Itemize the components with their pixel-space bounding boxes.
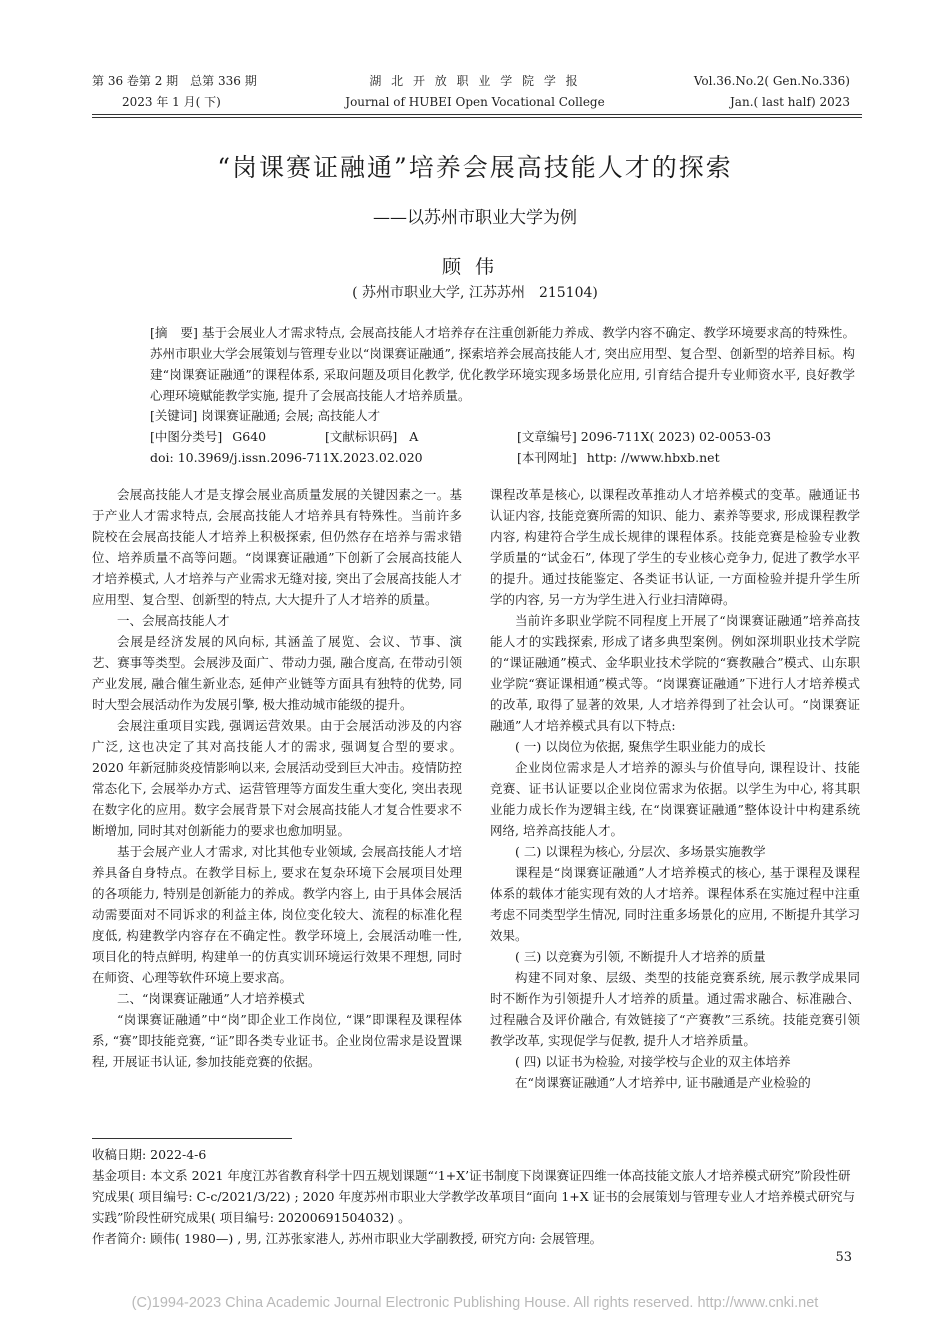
body-column-left — [92, 484, 462, 1072]
issue-date-english: Jan.( last half) 2023 — [730, 95, 850, 109]
website-label: [本刊网址] — [517, 450, 577, 465]
footnote-rule — [92, 1138, 292, 1139]
journal-issue-info-english — [590, 71, 850, 113]
paragraph: 在“岗课赛证融通”人才培养中, 证书融通是产业检验的 — [515, 1075, 811, 1090]
paragraph: 企业岗位需求是人才培养的源头与价值导向, 课程设计、技能竞赛、证书认证要以企业岗位需求为依据。以学生为中心, 将其职业能力成长作为逻辑主线, 在“岗课赛证融通”整体设计中构建系统网络, 培养高技能人才。 — [490, 760, 860, 838]
section-heading: 二、“岗课赛证融通”人才培养模式 — [117, 991, 305, 1006]
article-number-label: [文章编号] — [517, 429, 577, 444]
journal-name-english: Journal of HUBEI Open Vocational College — [345, 95, 605, 109]
article-number — [517, 426, 771, 447]
article-number-value: 2096-711X( 2023) 02-0053-03 — [580, 429, 772, 444]
paragraph: 会展是经济发展的风向标, 其涵盖了展览、会议、节事、演艺、赛事等类型。会展涉及面广、带动力强, 融合度高, 在带动引领产业发展, 融合催生新业态, 延伸产业链等方面具有独特的优势, 同时大型会展活动作为发展引擎, 极大推动城市能级的提升。 — [92, 634, 462, 712]
document-code-value: A — [409, 429, 419, 444]
issue-date: 2023 年 1 月( 下) — [122, 95, 221, 109]
clc-number — [150, 426, 266, 447]
document-code-label: [文献标识码] — [325, 429, 398, 444]
article-title: “岗课赛证融通”培养会展高技能人才的探索 — [217, 153, 733, 182]
fund-info: 基金项目: 本文系 2021 年度江苏省教育科学十四五规划课题“‘1+X’证书制度下岗课赛证四维一体高技能文旅人才培养模式研究”阶段性研究成果( 项目编号: C-c/2021/3/22) ; 2020 年度苏州市职业大学教学改革项目“面向 1+X 证书的会展策划与管理专业人才培养模式研究与实践”阶段性研究成果( 项目编号: 20200691504032) 。 — [92, 1168, 856, 1225]
paragraph: “岗课赛证融通”中“岗”即企业工作岗位, “课”即课程及课程体系, “赛”即技能竞赛, “证”即各类专业证书。企业岗位需求是设置课程, 开展证书认证, 参加技能竞赛的依据。 — [92, 1012, 462, 1069]
header-rule-thin — [92, 117, 862, 118]
paragraph: 当前许多职业学院不同程度上开展了“岗课赛证融通”培养高技能人才的实践探索, 形成了诸多典型案例。例如深圳职业技术学院的“课证融通”模式、金华职业技术学院的“赛教融合”模式、山东职业学院“赛证课相通”模式等。“岗课赛证融通”下进行人才培养模式的改革, 取得了显著的效果, 人才培养得到了社会认可。“岗课赛证融通”人才培养模式具有以下特点: — [490, 613, 860, 733]
keywords-text: 岗课赛证融通; 会展; 高技能人才 — [201, 408, 381, 423]
clc-value: G640 — [232, 429, 267, 444]
doi: doi: 10.3969/j.issn.2096-711X.2023.02.020 — [150, 450, 423, 465]
issue-volume-english: Vol.36.No.2( Gen.No.336) — [693, 74, 850, 88]
received-date: 收稿日期: 2022-4-6 — [92, 1147, 207, 1162]
footnotes — [92, 1144, 862, 1249]
author-affiliation: ( 苏州市职业大学, 江苏苏州 215104) — [352, 285, 598, 301]
paragraph: 会展高技能人才是支撑会展业高质量发展的关键因素之一。基于产业人才需求特点, 会展高技能人才培养具有特殊性。当前许多院校在会展高技能人才培养上积极探索, 但仍然存在培养与需求错位、培养质量不高等问题。“岗课赛证融通”下创新了会展高技能人才培养模式, 人才培养与产业需求无缝对接, 突出了会展高技能人才应用型、复合型、创新型的特点, 大大提升了人才培养的质量。 — [92, 487, 462, 607]
keywords — [150, 405, 380, 426]
abstract — [150, 322, 855, 406]
paragraph: 基于会展产业人才需求, 对比其他专业领域, 会展高技能人才培养具备自身特点。在教学目标上, 要求在复杂环境下会展项目处理的各项能力, 特别是创新能力的养成。教学内容上, 由于具体会展活动需要面对不同诉求的利益主体, 岗位变化较大、流程的标准化程度低, 构建教学内容存在不确定性。教学环境上, 会展活动唯一性, 项目化的特点鲜明, 构建单一的仿真实训环境运行效果不理想, 同时在师资、心理等软件环境上要求高。 — [92, 844, 462, 985]
copyright-notice: (C)1994-2023 China Academic Journal Electronic Publishing House. All rights reserved. http://www.cnki.net — [131, 1295, 819, 1311]
abstract-label: [摘 要] — [150, 325, 198, 340]
keywords-label: [关键词] — [150, 408, 198, 423]
paragraph: 课程是“岗课赛证融通”人才培养模式的核心, 基于课程及课程体系的载体才能实现有效的人才培养。课程体系在实施过程中注重考虑不同类型学生情况, 同时注重多场景化的应用, 不断提升其学习效果。 — [490, 865, 860, 943]
abstract-text: 基于会展业人才需求特点, 会展高技能人才培养存在注重创新能力养成、教学内容不确定、教学环境要求高的特殊性。苏州市职业大学会展策划与管理专业以“岗课赛证融通”, 探索培养会展高技能人才, 突出应用型、复合型、创新型的培养目标。构建“岗课赛证融通”的课程体系, 采取问题及项目化教学, 优化教学环境实现多场景化应用, 引育结合提升专业师资水平, 良好教学心理环境赋能教学实施, 提升了会展高技能人才培养质量。 — [150, 325, 855, 403]
article-subtitle: ——以苏州市职业大学为例 — [373, 208, 577, 228]
paragraph: 课程改革是核心, 以课程改革推动人才培养模式的变革。融通证书认证内容, 技能竞赛所需的知识、能力、素养等要求, 形成课程教学内容, 构建符合学生成长规律的课程体系。技能竞赛是检验专业教学质量的“试金石”, 体现了学生的专业核心竞争力, 促进了教学水平的提升。通过技能鉴定、各类证书认证, 一方面检验并提升学生所学的内容, 另一方为学生进入行业扫清障碍。 — [490, 487, 860, 607]
journal-name-chinese: 湖 北 开 放 职 业 学 院 学 报 — [369, 74, 581, 88]
header-rule — [92, 114, 862, 115]
issue-volume: 第 36 卷第 2 期 总第 336 期 — [92, 74, 257, 88]
journal-website — [517, 447, 720, 468]
subsection-heading: ( 三) 以竞赛为引领, 不断提升人才培养的质量 — [515, 949, 766, 964]
section-heading: 一、会展高技能人才 — [117, 613, 230, 628]
paragraph: 构建不同对象、层级、类型的技能竞赛系统, 展示教学成果同时不断作为引领提升人才培养的质量。通过需求融合、标准融合、过程融合及评价融合, 有效链接了“产赛教”三系统。技能竞赛引领教学改革, 实现促学与促教, 提升人才培养质量。 — [490, 970, 860, 1048]
clc-label: [中图分类号] — [150, 429, 223, 444]
paragraph: 会展注重项目实践, 强调运营效果。由于会展活动涉及的内容广泛, 这也决定了其对高技能人才的需求, 强调复合型的要求。2020 年新冠肺炎疫情影响以来, 会展活动受到巨大冲击。疫情防控常态化下, 会展举办方式、运营管理等方面发生重大变化, 突出表现在数字化的应用。数字会展背景下对会展高技能人才复合性要求不断增加, 同时其对创新能力的要求也愈加明显。 — [92, 718, 462, 838]
document-code — [325, 426, 418, 447]
journal-issue-info — [92, 71, 332, 113]
author-name: 顾伟 — [441, 256, 508, 278]
subsection-heading: ( 二) 以课程为核心, 分层次、多场景实施教学 — [515, 844, 766, 859]
website-url: http: //www.hbxb.net — [586, 450, 720, 465]
body-column-right — [490, 484, 860, 1093]
subsection-heading: ( 四) 以证书为检验, 对接学校与企业的双主体培养 — [515, 1054, 791, 1069]
subsection-heading: ( 一) 以岗位为依据, 聚焦学生职业能力的成长 — [515, 739, 766, 754]
author-bio: 作者简介: 顾伟( 1980—) , 男, 江苏张家港人, 苏州市职业大学副教授, 研究方向: 会展管理。 — [92, 1231, 603, 1246]
page-number: 53 — [835, 1250, 852, 1265]
